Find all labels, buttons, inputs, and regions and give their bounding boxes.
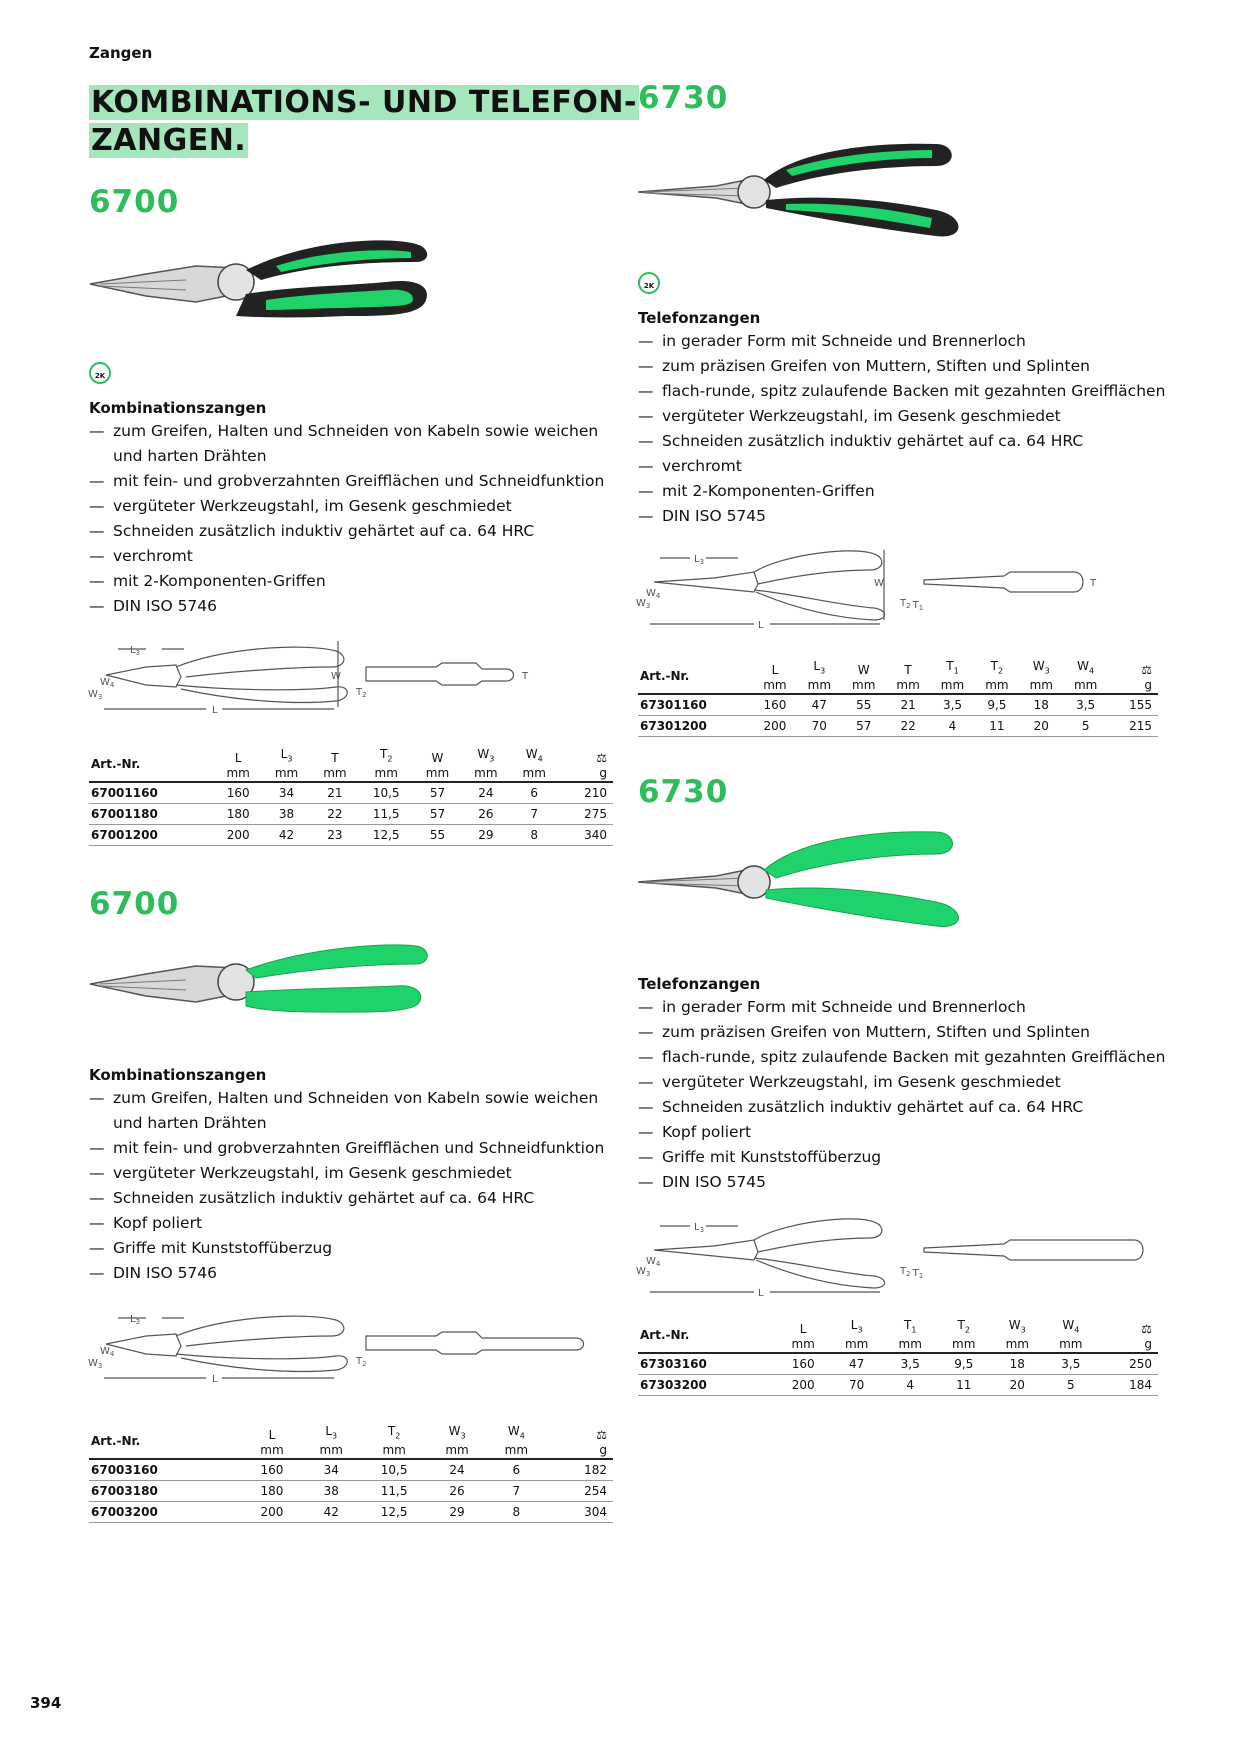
col-header: L mm [763, 663, 787, 693]
col-header: $W_3$ mm [1005, 1318, 1029, 1352]
feature-item: — verchromt [89, 544, 609, 569]
svg-text:W3: $W_3$ [88, 689, 103, 701]
combination-pliers-2k-image [86, 236, 436, 336]
feature-item: — DIN ISO 5745 [638, 1170, 1178, 1195]
col-header: T mm [896, 663, 920, 693]
table-row: 67001180 180 38 22 11,5 57 26 7 275 [89, 804, 613, 825]
col-header: T mm [323, 751, 347, 781]
dimension-drawing [634, 546, 1154, 631]
col-header: $L_3$ mm [844, 1318, 869, 1352]
svg-text:T2: $T_2$ [356, 1356, 367, 1368]
svg-text:L: L [758, 1288, 764, 1299]
feature-item: — zum präzisen Greifen von Muttern, Stiften und Splinten [638, 1020, 1178, 1045]
svg-text:L3: $L_3$ [130, 1314, 141, 1326]
col-header: $T_2$ mm [374, 747, 398, 781]
feature-item: — vergüteter Werkzeugstahl, im Gesenk geschmiedet [89, 1161, 609, 1186]
table-row: 67303200 200 70 4 11 20 5 184 [638, 1375, 1158, 1396]
feature-item: — vergüteter Werkzeugstahl, im Gesenk geschmiedet [89, 494, 609, 519]
col-header: $W_3$ mm [1029, 659, 1053, 693]
svg-text:W3: $W_3$ [636, 1266, 651, 1278]
feature-item: — Griffe mit Kunststoffüberzug [89, 1236, 609, 1261]
svg-text:W3: $W_3$ [88, 1358, 103, 1370]
col-header: L mm [791, 1322, 815, 1352]
feature-item: — in gerader Form mit Schneide und Brennerloch [638, 995, 1178, 1020]
col-header: $W_4$ mm [1073, 659, 1098, 693]
feature-item: — zum präzisen Greifen von Muttern, Stiften und Splinten [638, 354, 1178, 379]
weight-icon: ⚖ g [596, 751, 607, 781]
feature-item: — mit fein- und grobverzahnten Greifflächen und Schneidfunktion [89, 1136, 609, 1161]
svg-text:W3: $W_3$ [636, 598, 651, 610]
svg-text:L: L [212, 705, 218, 716]
feature-item: — Schneiden zusätzlich induktiv gehärtet auf ca. 64 HRC [638, 1095, 1178, 1120]
col-header: $T_2$ mm [952, 1318, 976, 1352]
spec-table [89, 747, 613, 846]
col-header: $W_3$ mm [445, 1424, 469, 1458]
feature-item: — Schneiden zusätzlich induktiv gehärtet auf ca. 64 HRC [89, 1186, 609, 1211]
feature-item: — vergüteter Werkzeugstahl, im Gesenk geschmiedet [638, 404, 1178, 429]
col-header: $L_3$ mm [807, 659, 832, 693]
dimension-drawing [86, 637, 606, 722]
section-title: Kombinationszangen [89, 399, 267, 417]
telephone-pliers-image [636, 826, 986, 936]
feature-item: — DIN ISO 5746 [89, 1261, 609, 1286]
col-header: Art.-Nr. [91, 756, 141, 771]
feature-item: — zum Greifen, Halten und Schneiden von Kabeln sowie weichen und harten Drähten [89, 1086, 609, 1136]
feature-item: — Griffe mit Kunststoffüberzug [638, 1145, 1178, 1170]
svg-text:T: T [522, 671, 529, 682]
feature-item: — Schneiden zusätzlich induktiv gehärtet auf ca. 64 HRC [89, 519, 609, 544]
weight-icon: ⚖ g [1141, 1322, 1152, 1352]
svg-text:T: T [1090, 578, 1097, 589]
table-row: 67003160 160 34 10,5 24 6 182 [89, 1459, 613, 1481]
feature-item: — verchromt [638, 454, 1178, 479]
spec-table [638, 1318, 1158, 1396]
section-title: Kombinationszangen [89, 1066, 267, 1084]
svg-text:W4: $W_4$ [100, 677, 115, 689]
feature-item: — DIN ISO 5746 [89, 594, 609, 619]
col-header: W mm [852, 663, 876, 693]
section-title: Telefonzangen [638, 309, 761, 327]
spec-table [89, 1424, 613, 1523]
col-header: L mm [226, 751, 250, 781]
svg-text:W4: $W_4$ [100, 1346, 115, 1358]
feature-item: — mit 2-Komponenten-Griffen [89, 569, 609, 594]
spec-table [638, 659, 1158, 737]
col-header: Art.-Nr. [640, 1327, 690, 1342]
col-header: $T_1$ mm [898, 1318, 922, 1352]
feature-item: — flach-runde, spitz zulaufende Backen mit gezahnten Greifflächen [638, 1045, 1178, 1070]
section-title: Telefonzangen [638, 975, 761, 993]
col-header: Art.-Nr. [640, 668, 690, 683]
table-row: 67301160 160 47 55 21 3,5 9,5 18 3,5 155 [638, 694, 1158, 716]
table-row: 67003200 200 42 12,5 29 8 304 [89, 1502, 613, 1523]
feature-list [638, 329, 1178, 529]
col-header: $W_4$ mm [504, 1424, 529, 1458]
table-row: 67003180 180 38 11,5 26 7 254 [89, 1481, 613, 1502]
svg-text:T2T1: $T_2$ $T_1$ [900, 1266, 924, 1280]
weight-icon: ⚖ g [1141, 663, 1152, 693]
dimension-drawing [634, 1214, 1154, 1299]
feature-list [89, 1086, 609, 1286]
feature-item: — DIN ISO 5745 [638, 504, 1178, 529]
feature-item: — flach-runde, spitz zulaufende Backen mit gezahnten Greifflächen [638, 379, 1178, 404]
model-number: 6700 [89, 886, 180, 922]
2k-badge-icon: 2K [638, 272, 660, 294]
svg-text:L: L [758, 620, 764, 631]
svg-text:L3: $L_3$ [130, 645, 141, 657]
feature-item: — mit 2-Komponenten-Griffen [638, 479, 1178, 504]
page-number: 394 [30, 1694, 62, 1712]
svg-text:L: L [212, 1374, 218, 1385]
col-header: $L_3$ mm [274, 747, 299, 781]
col-header: $T_2$ mm [985, 659, 1009, 693]
feature-list [638, 995, 1178, 1195]
svg-text:W: W [331, 671, 341, 682]
page-title [89, 84, 639, 160]
feature-item: — Schneiden zusätzlich induktiv gehärtet auf ca. 64 HRC [638, 429, 1178, 454]
feature-item: — mit fein- und grobverzahnten Greifflächen und Schneidfunktion [89, 469, 609, 494]
svg-text:W4: $W_4$ [646, 1256, 661, 1268]
svg-text:W4: $W_4$ [646, 588, 661, 600]
table-row: 67301200 200 70 57 22 4 11 20 5 215 [638, 716, 1158, 737]
weight-icon: ⚖ g [596, 1428, 607, 1458]
col-header: W mm [425, 751, 450, 781]
svg-text:L3: $L_3$ [694, 1222, 705, 1234]
table-row: 67001160 160 34 21 10,5 57 24 6 210 [89, 782, 613, 804]
feature-item: — zum Greifen, Halten und Schneiden von Kabeln sowie weichen und harten Drähten [89, 419, 609, 469]
svg-text:T2: $T_2$ [356, 687, 367, 699]
col-header: $T_2$ mm [382, 1424, 406, 1458]
model-number: 6730 [638, 774, 729, 810]
model-number: 6700 [89, 184, 180, 220]
col-header: $W_4$ mm [1059, 1318, 1083, 1352]
dimension-drawing [86, 1306, 606, 1391]
col-header: $W_4$ mm [522, 747, 546, 781]
category-label: Zangen [89, 44, 153, 62]
table-row: 67303160 160 47 3,5 9,5 18 3,5 250 [638, 1353, 1158, 1375]
combination-pliers-image [86, 936, 436, 1026]
model-number: 6730 [638, 80, 729, 116]
page-title-line1: KOMBINATIONS- UND TELEFON- [91, 85, 637, 120]
feature-item: — Kopf poliert [638, 1120, 1178, 1145]
2k-badge-icon: 2K [89, 362, 111, 384]
feature-item: — Kopf poliert [89, 1211, 609, 1236]
feature-item: — vergüteter Werkzeugstahl, im Gesenk geschmiedet [638, 1070, 1178, 1095]
col-header: L mm [260, 1428, 284, 1458]
svg-text:W: W [874, 578, 884, 589]
page-title-line2: ZANGEN. [91, 123, 247, 158]
col-header: $L_3$ mm [319, 1424, 343, 1458]
col-header: $T_1$ mm [940, 659, 965, 693]
col-header: Art.-Nr. [91, 1433, 141, 1448]
svg-text:T2T1: $T_2$ $T_1$ [900, 598, 924, 612]
table-row: 67001200 200 42 23 12,5 55 29 8 340 [89, 825, 613, 846]
feature-list [89, 419, 609, 619]
telephone-pliers-2k-image [636, 136, 986, 246]
svg-text:L3: $L_3$ [694, 554, 705, 566]
col-header: $W_3$ mm [474, 747, 498, 781]
feature-item: — in gerader Form mit Schneide und Brennerloch [638, 329, 1178, 354]
